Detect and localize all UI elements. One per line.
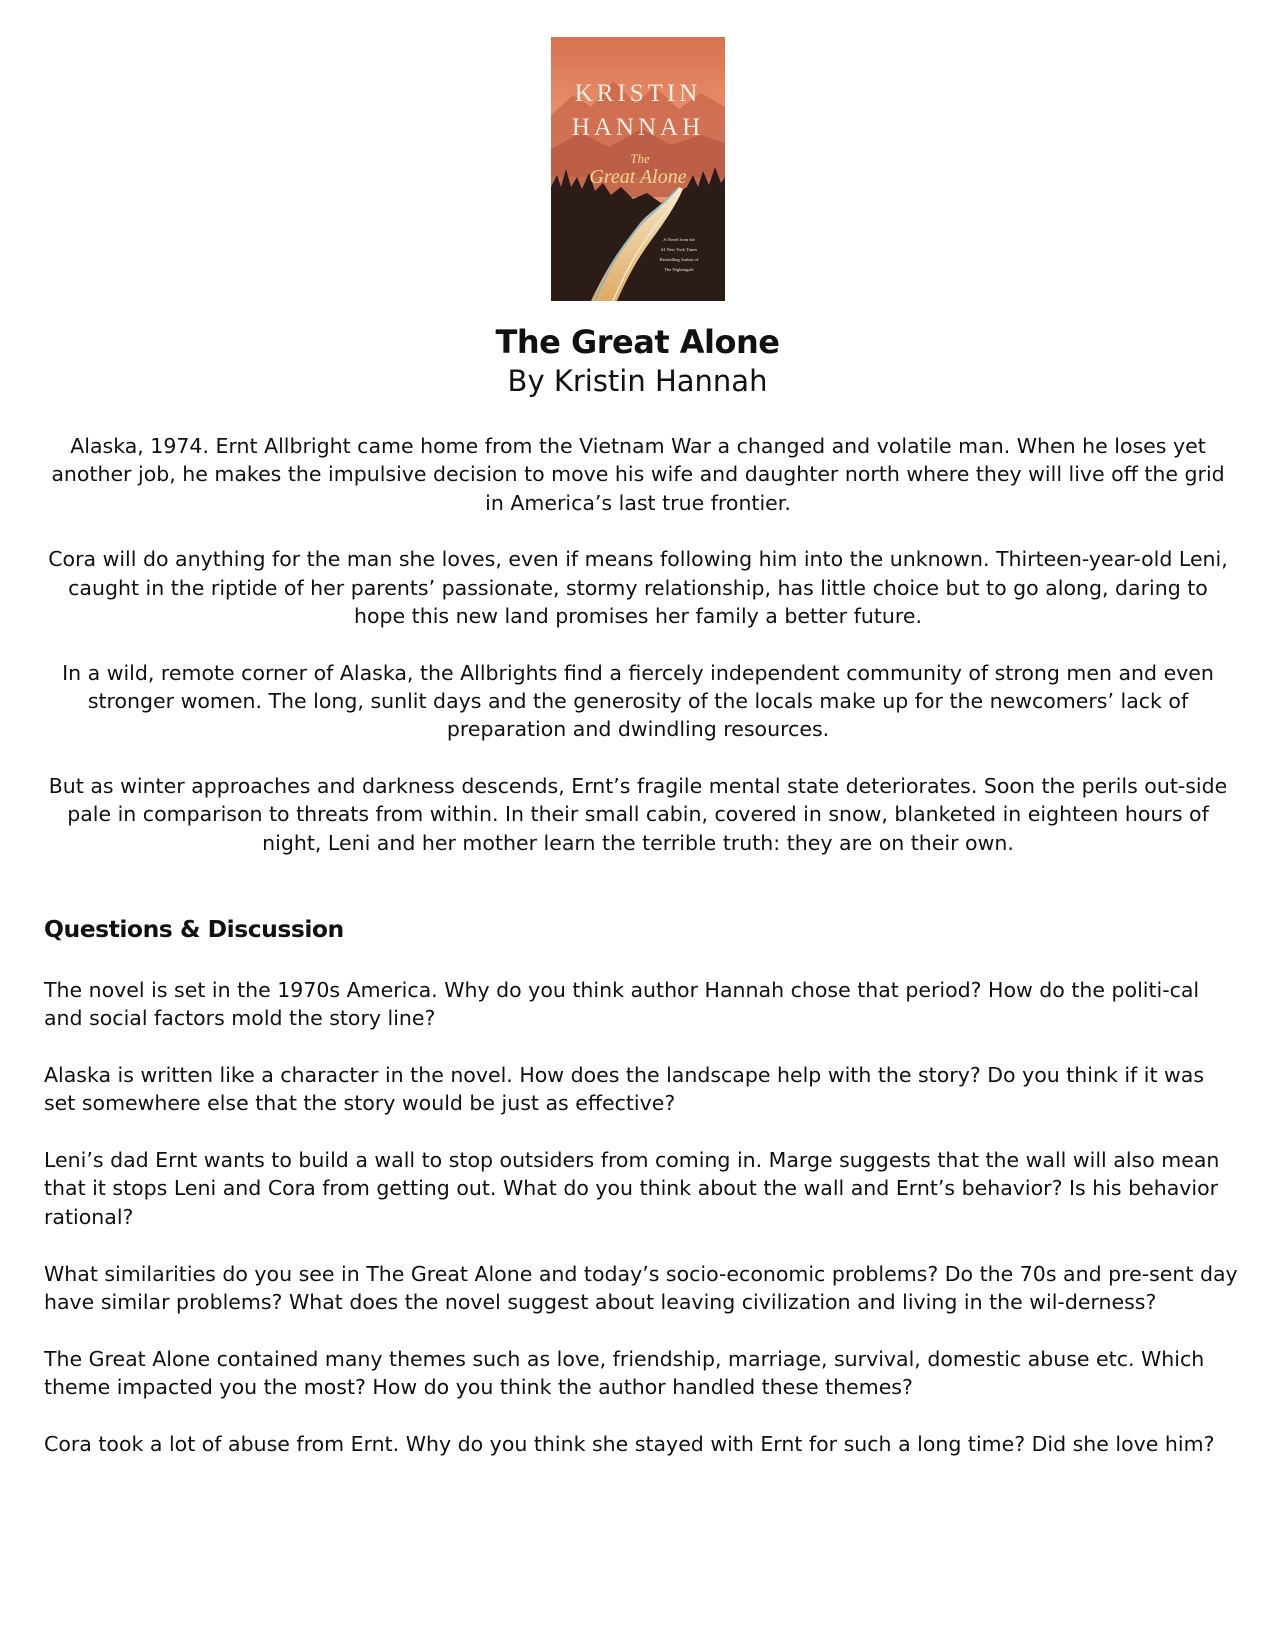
synopsis [44,432,1232,886]
discussion-heading: Questions & Discussion [44,915,344,943]
book-byline: By Kristin Hannah [507,364,768,398]
synopsis-paragraph: Cora will do anything for the man she loves, even if means following him into the unknown. Thirteen-year-old Leni, caught in the riptide of her parents’ passionate, stormy relationship, has little choice but to go along, daring to hope this new land promises her family a better future. [48,547,1228,628]
cover-title-main: Great Alone [589,166,687,188]
cover-title-small: The [630,151,650,166]
discussion-question: What similarities do you see in The Great Alone and today’s socio-economic problems? Do the 70s and pre-sent day have similar problems? What does the novel suggest about leaving civilization and living in the wil-derness? [44,1261,1238,1314]
book-title: The Great Alone [495,323,780,361]
discussion-question: Alaska is written like a character in the novel. How does the landscape help with the story? Do you think if it was set somewhere else that the story would be just as effective? [44,1063,1205,1116]
cover-author-line1: KRISTIN [574,80,702,107]
discussion-questions [44,976,1239,1487]
discussion-question: The novel is set in the 1970s America. Why do you think author Hannah chose that period? How do the politi-cal and social factors mold the story line? [44,978,1200,1031]
cover-tag-line: The Nightingale [664,267,694,272]
cover-tag-line: #1 New York Times [660,247,698,252]
synopsis-paragraph: Alaska, 1974. Ernt Allbright came home from the Vietnam War a changed and volatile man. When he loses yet another job, he makes the impulsive decision to move his wife and daughter north where they will live off the grid in America’s last true frontier. [51,434,1225,515]
cover-tag-line: A Novel from the [663,237,695,242]
synopsis-paragraph: In a wild, remote corner of Alaska, the Allbrights find a fiercely independent community of strong men and even stronger women. The long, sunlit days and the generosity of the locals make up for the newcomers’ lack of preparation and dwindling resources. [62,660,1214,742]
synopsis-paragraph: But as winter approaches and darkness descends, Ernt’s fragile mental state deteriorates. Soon the perils out-side pale in comparison to threats from within. In their small cabin, covered in snow, blanketed in eighteen hours of night, Leni and her mother learn the terrible truth: they are on their own. [48,774,1228,855]
discussion-question: Leni’s dad Ernt wants to build a wall to stop outsiders from coming in. Marge suggests that the wall will also mean that it stops Leni and Cora from getting out. What do you think about the wall and Ernt’s behavior? Is his behavior rational? [44,1148,1220,1229]
book-cover-image [551,37,725,301]
cover-author-line2: HANNAH [571,114,705,141]
cover-tag-line: Bestselling Author of [659,257,699,262]
discussion-question: Cora took a lot of abuse from Ernt. Why do you think she stayed with Ernt for such a long time? Did she love him? [44,1431,1215,1456]
discussion-question: The Great Alone contained many themes such as love, friendship, marriage, survival, domestic abuse etc. Which theme impacted you the most? How do you think the author handled these themes? [44,1346,1205,1399]
